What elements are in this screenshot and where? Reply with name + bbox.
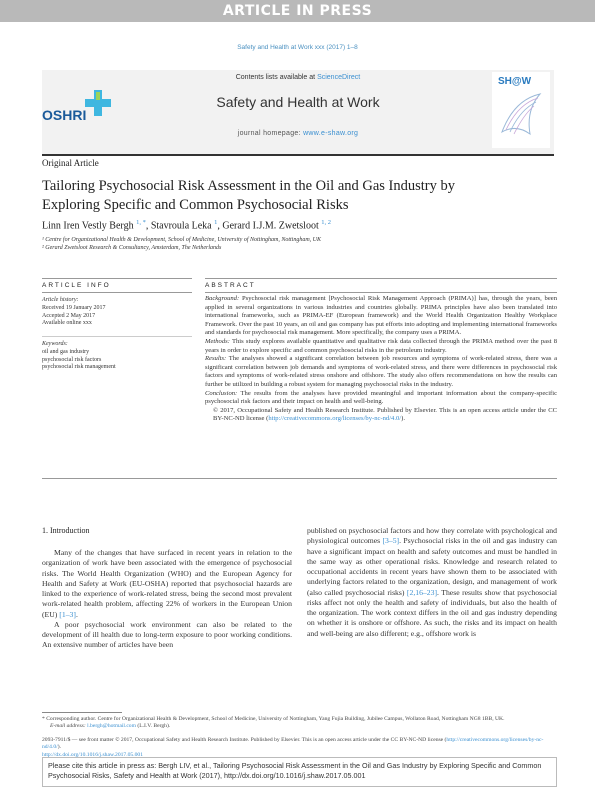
intro-p1-text: Many of the changes that have surfaced in recent years in relation to the organization of work have been associated with the emergence of psychosocial risks. The World Health Organization (WHO) and the European Agency for Health and Safety at Work (EU-OSHA) reported that psychosocial hazards are linked to the experience of work-related stress, being the second most prevalent work-related health problem, affecting 22% of workers in the European Union (EU) (42, 548, 292, 619)
citation-link[interactable]: [2,16–23] (406, 587, 438, 597)
introduction-heading: 1. Introduction (42, 526, 90, 535)
abstract-background (205, 295, 557, 338)
author-name[interactable]: , Stavroula Leka (145, 220, 215, 232)
sciencedirect-link[interactable]: ScienceDirect (317, 74, 361, 81)
keywords-label: Keywords: (42, 341, 68, 347)
background-label: Background: (205, 295, 240, 302)
author-name[interactable]: Linn Iren Vestly Bergh (42, 220, 137, 232)
author-affiliation-marker[interactable]: 1, * (136, 219, 146, 226)
email-link[interactable]: l.bergh@hotmail.com (87, 723, 136, 730)
right-col-middle: . Psychosocial risks in the oil and gas industry can have a significant impact on health and safety outcomes and must be handled in the same way as other operational risks. Knowledge and research related to occupational accidents in recent years have shown them to be associated with underlying factors related to the organization, design, and management of work (also called psychosocial risks) (307, 536, 557, 597)
copyright-end: ). (401, 415, 405, 423)
abstract-rule (205, 278, 557, 279)
keyword-item: oil and gas industry (42, 348, 90, 355)
issn-text: 2093-7911/$ — see front matter © 2017, Occupational Safety and Health Research Institute. Published by Elsevier. This is an open access article under the CC BY-NC-ND license ( (42, 737, 447, 743)
abstract-rule-lower (205, 292, 557, 293)
journal-masthead (42, 70, 554, 154)
history-accepted: Accepted 2 May 2017 (42, 312, 96, 319)
author-affiliation-marker[interactable]: 1 (214, 219, 218, 226)
keywords (42, 341, 192, 372)
intro-paragraph-2: A poor psychosocial work environment can also be related to the development of ill health due to long-term exposure to poor working conditions. An extensive number of articles have been (42, 619, 292, 650)
methods-text: This study explores available quantitative and qualitative risk data collected through the PRIMA method over the past 8 years in order to explore specific and common psychosocial risks in the petroleum industry. (205, 337, 557, 354)
homepage-prefix: journal homepage: (237, 130, 304, 137)
footnote-rule (42, 712, 122, 713)
copyright-text: © 2017, Occupational Safety and Health Research Institute. Published by Elsevier. This is an open access article under the CC BY-NC-ND license ( (213, 406, 557, 423)
corresponding-author: * Corresponding author. Centre for Organizational Health & Development, School of Medicine, University of Nottingham, Yang Fujia Building, Jubilee Campus, Wollaton Road, Nottingham NG8 1BB, UK. (42, 716, 505, 722)
article-in-press-banner: ARTICLE IN PRESS (0, 0, 595, 22)
svg-text:OSHRI: OSHRI (42, 107, 87, 123)
results-text: The analyses showed a significant correlation between job resources and symptoms of work-related stress, there was a significant correlation between job demands and symptoms of work-related stress, and there were differences in psychosocial risk factors and symptoms of work-related stress onshore and offshore. The study also offers recommendations on how the results can further be utilized in building a robust system for managing psychosocial risks in the industry. (205, 355, 557, 388)
abstract-body (205, 295, 557, 424)
author-affiliation-marker[interactable]: 1, 2 (321, 219, 331, 226)
abstract-heading: ABSTRACT (205, 282, 256, 289)
doi-link[interactable]: http://dx.doi.org/10.1016/j.shaw.2017.05.001 (42, 751, 143, 758)
homepage-link[interactable]: www.e-shaw.org (303, 130, 359, 137)
article-title (42, 177, 542, 215)
title-line-2: Exploring Specific and Common Psychosocial Risks (42, 197, 349, 213)
keyword-item: psychosocial risk factors (42, 356, 102, 363)
citation-box: Please cite this article in press as: Bergh LIV, et al., Tailoring Psychosocial Risk Assessment in the Oil and Gas Industry by Exploring Specific and Common Psychosocial Risks, Safety and Health at Work (2017), http://dx.doi.org/10.1016/j.shaw.2017.05.001 (42, 757, 557, 787)
article-info-rule-lower (42, 292, 192, 293)
author-list (42, 219, 331, 231)
abstract-conclusion (205, 390, 557, 407)
license-link[interactable]: http://creativecommons.org/licenses/by-nc-nd/4.0/ (268, 415, 402, 423)
right-col-end: . These results show that psychosocial risks affect not only the health and safety of individuals, but also the health of the organization. The work context differs in the oil and gas industry depending on whether it is onshore or offshore. As such, the risks and its impact on health and well-being are also different; e.g., offshore work is (307, 587, 557, 638)
email-label: E-mail address: (50, 723, 88, 730)
abstract-results (205, 355, 557, 389)
results-label: Results: (205, 355, 227, 363)
issn-license-link[interactable]: http://creativecommons.org/licenses/by-nc-nd/4.0/ (42, 737, 544, 751)
conclusion-text: The results from the analyses have provided meaningful and important information about the company-specific psychosocial risk factors and their impact on health and well-being. (205, 389, 557, 406)
issn-footnote (42, 737, 557, 759)
affiliation-1: ¹ Centre for Organizational Health & Development, School of Medicine, University of Nottingham, Nottingham, UK (42, 237, 321, 243)
abstract-copyright (205, 407, 557, 424)
email-end: (L.I.V. Bergh). (135, 723, 171, 730)
corresponding-author-footnote (42, 716, 557, 731)
abstract-bottom-rule (42, 478, 557, 479)
author-name[interactable]: , Gerard I.J.M. Zwetsloot (217, 220, 322, 232)
email-line (42, 723, 557, 730)
citation-link[interactable]: [1–3] (59, 609, 76, 619)
article-info-heading: ARTICLE INFO (42, 282, 111, 289)
svg-text:SH@W: SH@W (498, 76, 532, 87)
issn-end: ). (57, 744, 61, 751)
citation-link[interactable]: [3–5] (382, 536, 400, 546)
intro-p1-end: . (75, 609, 78, 619)
journal-reference[interactable]: Safety and Health at Work xxx (2017) 1–8 (237, 44, 358, 51)
title-line-1: Tailoring Psychosocial Risk Assessment in the Oil and Gas Industry by (42, 178, 456, 194)
contents-prefix: Contents lists available at (235, 74, 318, 81)
article-info-rule (42, 278, 192, 279)
left-column-text (42, 548, 292, 651)
conclusion-label: Conclusion: (205, 389, 238, 397)
article-type: Original Article (42, 158, 99, 168)
journal-homepage-line (42, 130, 554, 137)
background-text: Psychosocial risk management [Psychosocial Risk Management Approach (PRIMA)] has, through the years, been applied in several organizations in various industries and countries globally. PRIMA principles have also been translated into international frameworks, such as PRIMA-EF (European framework) and the World Health Organization Healthy Workplace Framework. Over the past 10 years, an oil and gas company has put efforts into adopting and implementing international frameworks and standards for psychosocial risk management. More specifically, the company uses a PRIMA. (205, 295, 557, 337)
masthead-rule (42, 154, 554, 156)
affiliation-2: ² Gerard Zwetsloot Research & Consultancy, Amsterdam, The Netherlands (42, 245, 222, 251)
issn-line (42, 737, 557, 752)
history-received: Received 19 January 2017 (42, 304, 106, 311)
article-history (42, 297, 192, 328)
right-column-text (307, 526, 557, 639)
journal-cover-logo (492, 72, 550, 148)
abstract-methods (205, 338, 557, 355)
intro-paragraph-continued (307, 526, 557, 639)
keyword-item: psychosocial risk management (42, 364, 116, 371)
right-col-start: published on psychosocial factors and how they correlate with psychological and physiological outcomes (307, 526, 557, 546)
methods-label: Methods: (205, 337, 230, 345)
keywords-rule (42, 336, 192, 337)
history-online: Available online xxx (42, 320, 92, 327)
history-label: Article history: (42, 297, 79, 303)
contents-available-line (42, 74, 554, 81)
intro-paragraph-1 (42, 548, 292, 620)
journal-title: Safety and Health at Work (216, 94, 380, 110)
